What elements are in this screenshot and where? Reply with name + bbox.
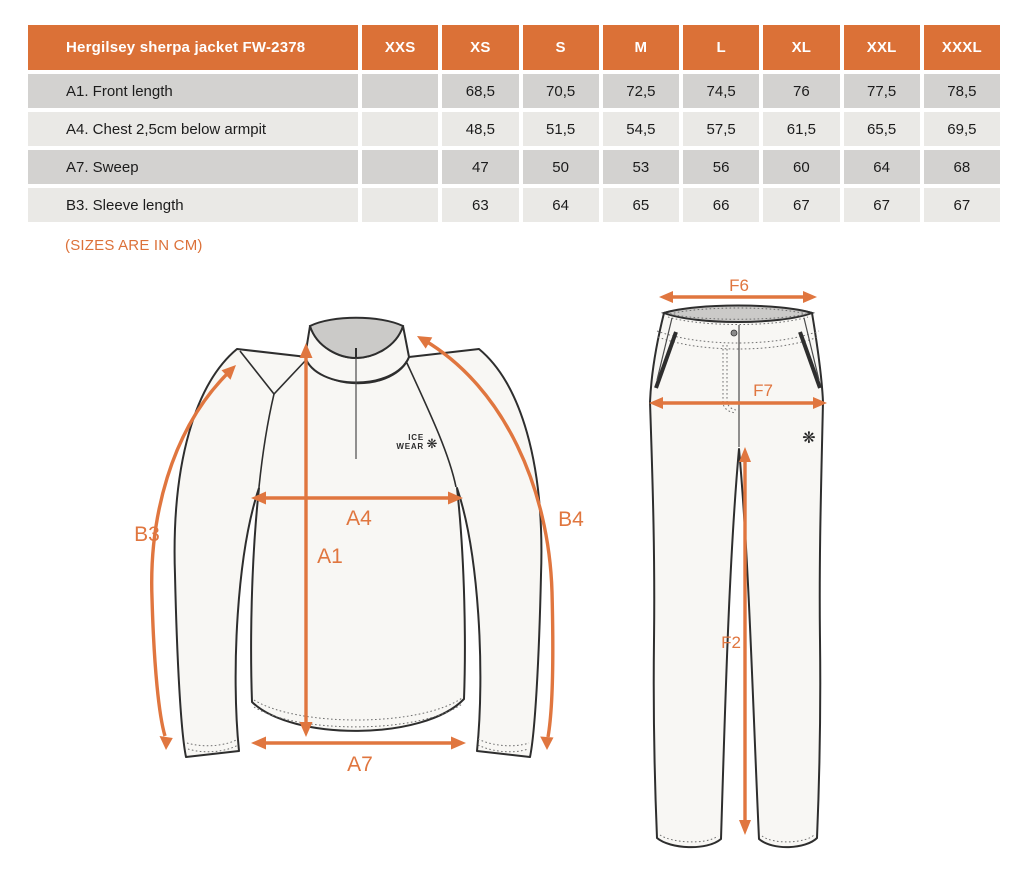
f6-label: F6 <box>729 276 749 295</box>
size-table <box>28 25 1000 222</box>
table-cell: 60 <box>763 150 839 184</box>
sizes-unit-note: (SIZES ARE IN CM) <box>65 237 203 254</box>
size-header-xxl: XXL <box>844 25 920 70</box>
arrowhead <box>451 737 466 750</box>
table-cell <box>362 150 438 184</box>
brand-logo-text: ICE <box>408 433 424 442</box>
table-cell: 68,5 <box>442 74 518 108</box>
table-cell <box>362 188 438 222</box>
table-cell: 64 <box>523 188 599 222</box>
size-header-m: M <box>603 25 679 70</box>
table-cell: 50 <box>523 150 599 184</box>
table-cell: 66 <box>683 188 759 222</box>
table-cell <box>362 112 438 146</box>
table-cell <box>362 74 438 108</box>
pants-outline <box>650 306 823 847</box>
size-header-s: S <box>523 25 599 70</box>
snowflake-icon: ❋ <box>802 428 816 447</box>
arrowhead <box>160 736 173 750</box>
row-label: A7. Sweep <box>28 150 358 184</box>
table-cell: 67 <box>924 188 1000 222</box>
f7-label: F7 <box>753 381 773 400</box>
b4-label: B4 <box>558 508 584 531</box>
table-cell: 76 <box>763 74 839 108</box>
table-cell: 63 <box>442 188 518 222</box>
table-cell: 69,5 <box>924 112 1000 146</box>
size-header-l: L <box>683 25 759 70</box>
table-cell: 54,5 <box>603 112 679 146</box>
row-label: A1. Front length <box>28 74 358 108</box>
table-cell: 70,5 <box>523 74 599 108</box>
jacket-outline <box>175 349 542 757</box>
a7-label: A7 <box>347 753 373 776</box>
arrowhead <box>803 291 817 303</box>
table-cell: 48,5 <box>442 112 518 146</box>
arrowhead <box>540 737 553 751</box>
table-cell: 78,5 <box>924 74 1000 108</box>
arrowhead <box>251 737 266 750</box>
size-header-xs: XS <box>442 25 518 70</box>
waist-button <box>731 330 737 336</box>
table-cell: 61,5 <box>763 112 839 146</box>
table-cell: 65,5 <box>844 112 920 146</box>
size-header-xxs: XXS <box>362 25 438 70</box>
snowflake-icon: ❋ <box>426 437 438 452</box>
arrowhead <box>300 722 313 737</box>
table-cell: 47 <box>442 150 518 184</box>
a1-label: A1 <box>317 545 343 568</box>
table-cell: 56 <box>683 150 759 184</box>
arrowhead <box>659 291 673 303</box>
row-label: A4. Chest 2,5cm below armpit <box>28 112 358 146</box>
pants-diagram <box>630 273 850 875</box>
table-cell: 53 <box>603 150 679 184</box>
table-cell: 67 <box>844 188 920 222</box>
table-cell: 67 <box>763 188 839 222</box>
table-cell: 74,5 <box>683 74 759 108</box>
table-title: Hergilsey sherpa jacket FW-2378 <box>28 25 358 70</box>
arrowhead <box>739 820 751 835</box>
jacket-diagram <box>118 280 600 800</box>
brand-logo-text: WEAR <box>396 442 424 451</box>
table-cell: 64 <box>844 150 920 184</box>
size-header-xl: XL <box>763 25 839 70</box>
table-cell: 77,5 <box>844 74 920 108</box>
table-cell: 72,5 <box>603 74 679 108</box>
size-header-xxxl: XXXL <box>924 25 1000 70</box>
table-cell: 51,5 <box>523 112 599 146</box>
table-cell: 68 <box>924 150 1000 184</box>
f2-label: F2 <box>721 633 741 652</box>
table-cell: 65 <box>603 188 679 222</box>
table-cell: 57,5 <box>683 112 759 146</box>
b3-label: B3 <box>134 523 160 546</box>
row-label: B3. Sleeve length <box>28 188 358 222</box>
a4-label: A4 <box>346 507 372 530</box>
